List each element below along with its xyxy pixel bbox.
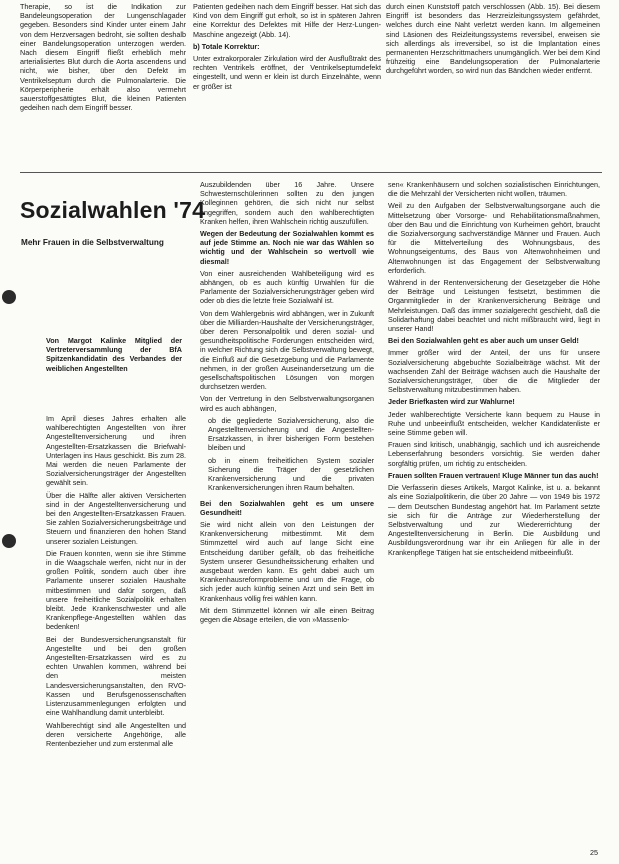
article-col2-paragraph: Wegen der Bedeutung der Sozialwahlen kommt es auf jede Stimme an. Noch nie war das Wählen so wichtig und der Wahlschein so wertvoll wie diesmal!	[200, 229, 374, 266]
article-col3-paragraph: Frauen sind kritisch, unabhängig, sachlich und ich ausreichende Lebenserfahrung besonders vorsichtig. Sie werden daher sorgfältig prüfen, um richtig zu entscheiden.	[388, 440, 600, 468]
article-col3-paragraph: Während in der Rentenversicherung der Gesetzgeber die Höhe der Beiträge und Leistungen festsetzt, bestimmen die Organmitglieder in der Krankenversicherung Beiträge und Mehrleistungen. Daß das immer sozialgerecht geschieht, daß die Solidarhaftung dabei beachtet und nicht mißbraucht wird, liegt in unserer Hand!	[388, 278, 600, 334]
article-col2-question: Bei den Sozialwahlen geht es um unsere Gesundheit!	[200, 498, 374, 517]
top-col2-text-b: Unter extrakorporaler Zirkulation wird der Ausflußtrakt des rechten Ventrikels eröffnet, der Ventrikelseptumdefekt eingestellt, und wenn er klein ist durch Einzelnähte, wenn er größer ist	[193, 54, 381, 91]
article-col3-paragraph: Jeder wahlberechtigte Versicherte kann bequem zu Hause in Ruhe und unbeeinflußt entscheiden, welcher Kandidatenliste er seine Stimme geben will.	[388, 409, 600, 438]
article-title: Sozialwahlen '74	[20, 197, 206, 223]
article-column-3	[388, 180, 600, 842]
article-col3-paragraph: Immer größer wird der Anteil, der uns für unsere Sozialversicherung abgebuchte Sozialbeiträge wächst. Mit der wachsenden Zahl der Beiträge wächsen auch die Haushalte der Sozialversicherungsträger, über die die Mitglieder der Selbstverwaltung mitzubestimmen haben.	[388, 348, 600, 395]
top-col1-text: Therapie, so ist die Indikation zur Bandeleungsoperation der Lungenschlagader gegeben. Besonders sind Kinder unter einem Jahr von dem Herzversagen bedroht, sie sollten deshalb einer Bandelungsoperation unterzogen werden. Nach diesem Eingriff fließt erheblich mehr arterialisiertes Blut durch die Aorta ascendens und nicht, wie bisher, über den Defekt im Ventrikelseptum durch die Pulmonalarterie. Die Körperperipherie erhält also vermehrt sauerstoffgesättigtes Blut, die kleinen Patienten gedeihen nach dem Eingriff besser.	[20, 2, 186, 113]
article-col2-paragraph: Von der Vertretung in den Selbstverwaltungsorganen wird es auch abhängen,	[200, 394, 374, 413]
article-col2-paragraph: Von dem Wahlergebnis wird abhängen, wer in Zukunft über die Milliarden-Haushalte der Versicherungsträger, über deren Personalpolitik und deren sozial- und gesundheitspolitische Forderungen entscheiden wird, in welcher Richtung sich die Selbstverwaltung bewegt, die Einfluß auf die Gesetzgebung und die Parlamente nehmen, in der großen Auseinandersetzung um die gesellschaftspolitischen Lösungen von morgen durchsetzen werden.	[200, 308, 374, 392]
article-col3-question: Jeder Briefkasten wird zur Wahlurne!	[388, 397, 515, 407]
article-col2-paragraph: Auszubildenden über 16 Jahre. Unsere Schwesternschülerinnen sollten zu den jungen Kolleginnen gehören, die sich nicht nur selbst angegriffen, sondern auch den wahlberechtigten Kranken helfen, ihren Wahlschein richtig auszufüllen.	[200, 180, 374, 226]
top-column-2	[193, 2, 381, 170]
article-col3-question: Bei den Sozialwahlen geht es aber auch um unser Geld!	[388, 336, 579, 346]
article-col3-paragraph: Weil zu den Aufgaben der Selbstverwaltungsorgane auch die Mittelsetzung über Vorsorge- und Rehabilitationsmaßnahmen, über den Bau und die Einrichtung von Kurheimen gehört, braucht die Sozialversorgung sachverständige Männer und Frauen. Auch für die Mittelverteilung des Wohnungsbaus, des Wohnungseigentums, des Baus von Altenwohnheimen und Altenwohnungen ist das Engagement der Selbstverwaltung erforderlich.	[388, 201, 600, 275]
article-col1-paragraph: Im April dieses Jahres erhalten alle wahlberechtigten Angestellten von ihrer Angestelltenversicherung und ihren Angestellten-Ersatzkassen die Briefwahl-Unterlagen ins Haus geschickt. Bis zum 28. Mai werden die neuen Parlamente der Sozialversicherungsträger der Angestellten gewählt sein.	[46, 414, 186, 488]
article-column-2	[200, 180, 374, 852]
article-col2-paragraph: ob die gegliederte Sozialversicherung, also die Angestelltenversicherung und die Angestellten-Ersatzkassen, in ihrer bisherigen Form bestehen bleiben und	[208, 415, 374, 453]
top-col3-text: durch einen Kunststoff patch verschlossen (Abb. 15). Bei diesem Eingriff ist besonders das Herzreizleitungssystem gefährdet, welches durch eine Naht verletzt werden kann. Im allgemeinen sind Läsionen des Reizleitungssystems reversibel, erweisen sie sich allerdings als irreversibel, so ist die Implantation eines permanenten Herzschrittmachers unumgänglich. Wer bei dem Kind frühzeitig eine Bandelungsoperation der Pulmonalarterie durchgeführt worden, so wird nun das Bändchen wieder entfernt.	[386, 2, 600, 76]
binder-hole	[2, 534, 16, 548]
top-column-3	[386, 2, 600, 170]
article-subtitle: Mehr Frauen in die Selbstverwaltung	[21, 238, 164, 247]
article-col2-paragraph: ob in einem freiheitlichen System sozialer Sicherung die Träger der gesetzlichen Krankenversicherung und die privaten Krankenversicherungen ihren Raum behalten.	[208, 455, 374, 493]
article-col2-paragraph: Mit dem Stimmzettel können wir alle einen Beitrag gegen die Absage erteilen, die von »Massenlo-	[200, 605, 374, 624]
page-number: 25	[590, 848, 598, 857]
article-byline: Von Margot Kalinke Mitglied der Vertreterversammlung der BfA Spitzenkandidatin des Verbandes der weiblichen Angestellten	[46, 336, 182, 373]
top-col2-heading: b) Totale Korrektur:	[193, 41, 260, 51]
top-column-1	[20, 2, 186, 170]
section-divider	[20, 172, 602, 173]
article-col2-paragraph: Sie wird nicht allein von den Leistungen der Krankenversicherung mitbestimmt. Mit dem Stimmzettel wird auch auf lange Sicht eine Entscheidung darüber gefällt, ob das freiheitliche System unserer Gesundheitssicherung erhalten und ausgebaut werden kann. Es geht dabei auch um Krankenhausreformprobleme und um die Frage, ob sich jeder auch künftig seinen Arzt und sein Bett im Krankenhaus völlig frei wählen kann.	[200, 519, 374, 603]
article-col1-paragraph: Über die Hälfte aller aktiven Versicherten sind in der Angestelltenversicherung und bei den Angestellten-Ersatzkassen Frauen. Sie zahlen Sozialversicherungsbeiträge und Steuern und finanzieren den hohen Stand unserer sozialen Leistungen.	[46, 490, 186, 546]
article-col3-closing: Frauen sollten Frauen vertrauen! Kluge Männer tun das auch!	[388, 470, 599, 480]
article-col1-paragraph: Wahlberechtigt sind alle Angestellten und deren versicherte Angehörige, alle Rentenbezieher und zum erstenmal alle	[46, 720, 186, 748]
article-col1-paragraph: Die Frauen konnten, wenn sie ihre Stimme in die Waagschale werfen, nicht nur in der großen Politik, sondern auch über ihre Parlamente unserer sozialen Haushalte mitbestimmen und dafür sorgen, daß unsere freiheitliche Sozialpolitik erhalten bleibt. Jede Krankenschwester und alle Krankenpflege-Angestellten wählen das bedenken!	[46, 548, 186, 632]
article-col3-bio: Die Verfasserin dieses Artikels, Margot Kalinke, ist u. a. bekannt als eine Sozialpolitikerin, die über 20 Jahre — von 1949 bis 1972 — dem Deutschen Bundestag angehört hat. Im Parlament setzte sie sich für die Anträge zur Wiederherstellung der Selbstverwaltung und zur Wiedererrichtung der Angestelltenversicherung in Berlin. Die Ausbildung und Ausbildungsverordnung war ihr ein Anliegen für alle in der Krankenpflege Tätigen hat sie entscheidend mitbeeinflußt.	[388, 483, 600, 557]
article-column-1	[46, 414, 186, 852]
top-col2-text-a: Patienten gedeihen nach dem Eingriff besser. Hat sich das Kind von dem Eingriff gut erholt, so ist in späteren Jahren eine Korrektur des Defektes mit Hilfe der Herz-Lungen-Maschine angezeigt (Abb. 14).	[193, 2, 381, 39]
article-col3-paragraph: sen« Krankenhäusern und solchen sozialistischen Einrichtungen, die die Mehrzahl der Versicherten nicht wollen, träumen.	[388, 180, 600, 199]
article-col2-paragraph: Von einer ausreichenden Wahlbeteiligung wird es abhängen, ob es auch künftig Urwahlen für die Parlamente der Sozialversicherungsträger geben wird oder ob dies die letzte freie Sozialwahl ist.	[200, 268, 374, 306]
article-col1-paragraph: Bei der Bundesversicherungsanstalt für Angestellte und bei den großen Angestellten-Ersatzkassen wird es zu echten Urwahlen kommen, während bei den meisten Landesversicherungsanstalten, den RVO-Kassen und Berufsgenossenschaften Listenzusammenlegungen erfolgten und eine Wahlhandlung damit unterbleibt.	[46, 634, 186, 718]
binder-hole	[2, 290, 16, 304]
